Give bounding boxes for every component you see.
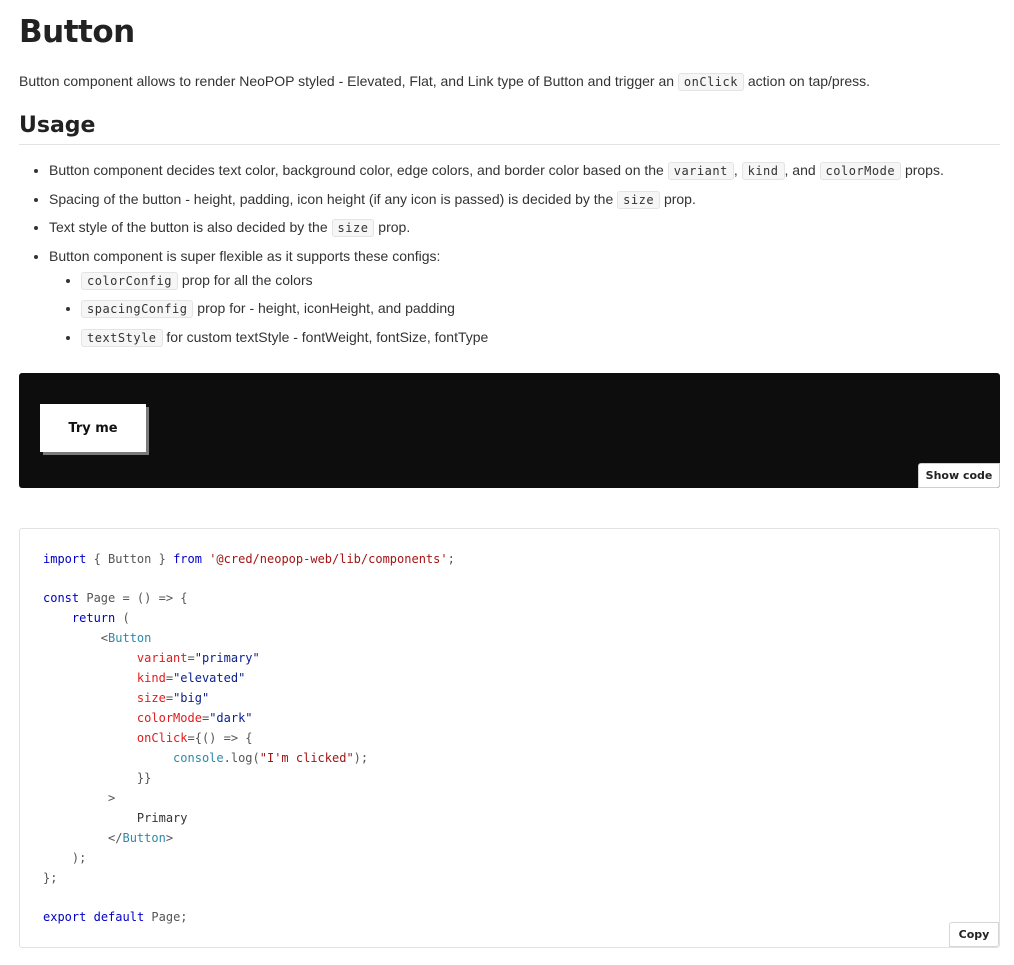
inline-code-size: size — [332, 219, 375, 237]
code-line: size="big" — [136, 691, 210, 705]
list-item-text: Button component decides text color, background color, edge colors, and border color based on the — [49, 162, 668, 178]
code-line: > — [108, 791, 116, 805]
live-demo-panel — [19, 373, 1000, 488]
inline-code-variant: variant — [668, 162, 734, 180]
inline-code-colorconfig: colorConfig — [81, 272, 178, 290]
code-line: </Button> — [108, 831, 174, 845]
code-line: const Page = () => { — [43, 591, 188, 605]
config-sublist — [49, 270, 999, 348]
inline-code-colormode: colorMode — [820, 162, 902, 180]
sublist-item — [81, 298, 999, 319]
inline-code-spacingconfig: spacingConfig — [81, 300, 193, 318]
usage-list — [19, 160, 999, 355]
page-title: Button — [19, 14, 135, 50]
list-item-text: prop. — [660, 190, 696, 207]
list-item-text: Button component is super flexible as it supports these configs: — [49, 247, 441, 264]
sublist-item-text: for custom textStyle - fontWeight, fontSize, fontType — [162, 328, 489, 345]
code-snippet — [43, 549, 455, 927]
intro-paragraph — [19, 71, 870, 92]
code-line: }; — [43, 871, 58, 885]
code-line: export default Page; — [43, 910, 188, 924]
list-item-text: Spacing of the button - height, padding, icon height (if any icon is passed) is decided by the — [49, 190, 618, 207]
list-item — [49, 246, 999, 348]
intro-text: Button component allows to render NeoPOP styled - Elevated, Flat, and Link type of Button and trigger an — [19, 73, 678, 89]
list-item-text: , — [733, 162, 742, 178]
sublist-item — [81, 327, 999, 348]
list-item-text: prop. — [374, 219, 411, 235]
list-item — [49, 160, 999, 181]
code-line: import { Button } from '@cred/neopop-web/lib/components'; — [43, 552, 455, 566]
sublist-item-text: prop for all the colors — [177, 271, 313, 288]
list-item-text: , and — [784, 162, 820, 178]
intro-code-onclick: onClick — [678, 73, 744, 91]
code-line: kind="elevated" — [136, 671, 246, 685]
list-item — [49, 189, 999, 210]
inline-code-textstyle: textStyle — [81, 329, 163, 347]
code-line: colorMode="dark" — [136, 711, 253, 725]
usage-heading: Usage — [19, 113, 1000, 145]
sublist-item-text: prop for - height, iconHeight, and padding — [193, 300, 455, 316]
code-line: ); — [71, 851, 87, 865]
code-line-blank — [43, 569, 455, 588]
show-code-button[interactable]: Show code — [918, 463, 1000, 488]
try-me-button[interactable]: Try me — [40, 404, 146, 452]
code-line: <Button — [100, 631, 152, 645]
inline-code-size: size — [617, 191, 660, 209]
code-line: return ( — [71, 611, 130, 625]
copy-code-button[interactable]: Copy — [949, 922, 999, 947]
inline-code-kind: kind — [742, 162, 785, 180]
code-line: variant="primary" — [136, 651, 260, 665]
code-block — [19, 528, 1000, 948]
code-line: console.log("I'm clicked"); — [173, 751, 369, 765]
intro-text-end: action on tap/press. — [743, 73, 871, 89]
list-item-text: props. — [901, 162, 944, 178]
code-line: }} — [136, 771, 152, 785]
code-line: Primary — [136, 811, 188, 825]
sublist-item — [81, 270, 999, 291]
list-item — [49, 217, 999, 238]
code-line-blank — [43, 888, 455, 907]
code-line: onClick={() => { — [136, 731, 253, 745]
list-item-text: Text style of the button is also decided by the — [49, 219, 332, 235]
